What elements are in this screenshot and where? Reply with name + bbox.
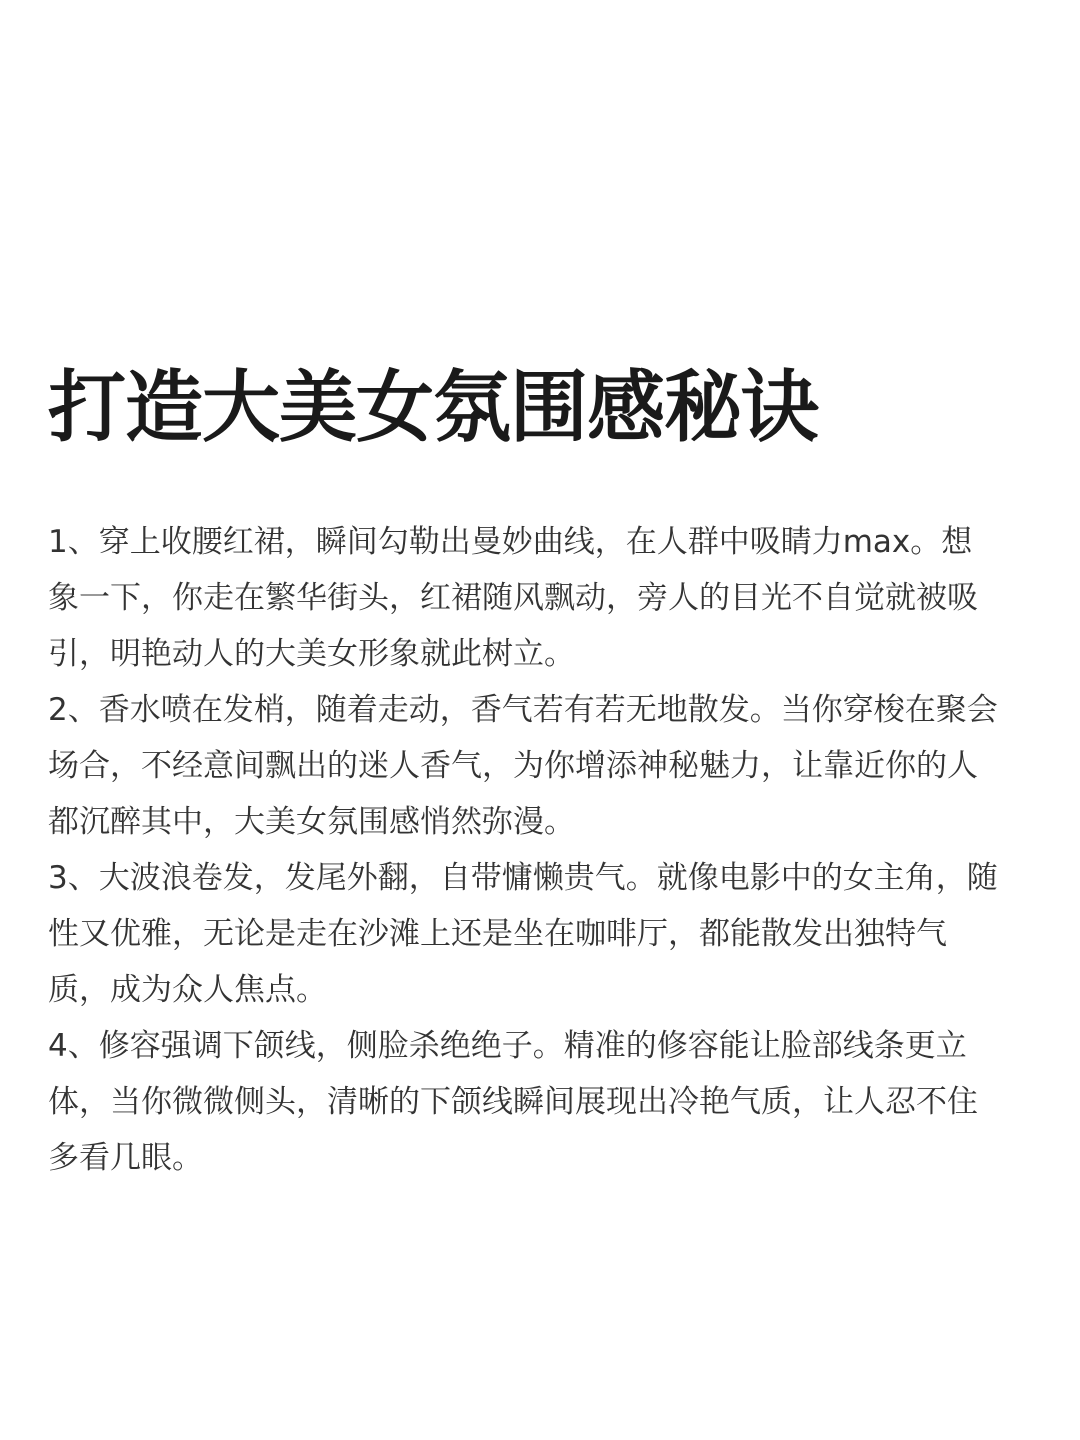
article bbox=[48, 360, 1038, 1186]
paragraph-line: 多看几眼。 bbox=[48, 1140, 203, 1176]
tip-paragraph-2 bbox=[48, 682, 1038, 850]
paragraph-line: 都沉醉其中，大美女氛围感悄然弥漫。 bbox=[48, 804, 575, 840]
article-body bbox=[48, 514, 1038, 1186]
paragraph-line: 4、修容强调下颌线，侧脸杀绝绝子。精准的修容能让脸部线条更立 bbox=[48, 1028, 967, 1064]
paragraph-line: 场合，不经意间飘出的迷人香气，为你增添神秘魅力，让靠近你的人 bbox=[48, 748, 978, 784]
paragraph-line: 象一下，你走在繁华街头，红裙随风飘动，旁人的目光不自觉就被吸 bbox=[48, 580, 978, 616]
tip-paragraph-1 bbox=[48, 514, 1038, 682]
paragraph-line: 1、穿上收腰红裙，瞬间勾勒出曼妙曲线，在人群中吸睛力max。想 bbox=[48, 524, 973, 560]
paragraph-line: 体，当你微微侧头，清晰的下颌线瞬间展现出冷艳气质，让人忍不住 bbox=[48, 1084, 978, 1120]
paragraph-line: 2、香水喷在发梢，随着走动，香气若有若无地散发。当你穿梭在聚会 bbox=[48, 692, 998, 728]
paragraph-line: 引，明艳动人的大美女形象就此树立。 bbox=[48, 636, 575, 672]
article-title: 打造大美女氛围感秘诀 bbox=[48, 363, 819, 453]
paragraph-line: 性又优雅，无论是走在沙滩上还是坐在咖啡厅，都能散发出独特气 bbox=[48, 916, 947, 952]
paragraph-line: 质，成为众人焦点。 bbox=[48, 972, 327, 1008]
tip-paragraph-4 bbox=[48, 1018, 1038, 1186]
paragraph-line: 3、大波浪卷发，发尾外翻，自带慵懒贵气。就像电影中的女主角，随 bbox=[48, 860, 998, 896]
tip-paragraph-3 bbox=[48, 850, 1038, 1018]
